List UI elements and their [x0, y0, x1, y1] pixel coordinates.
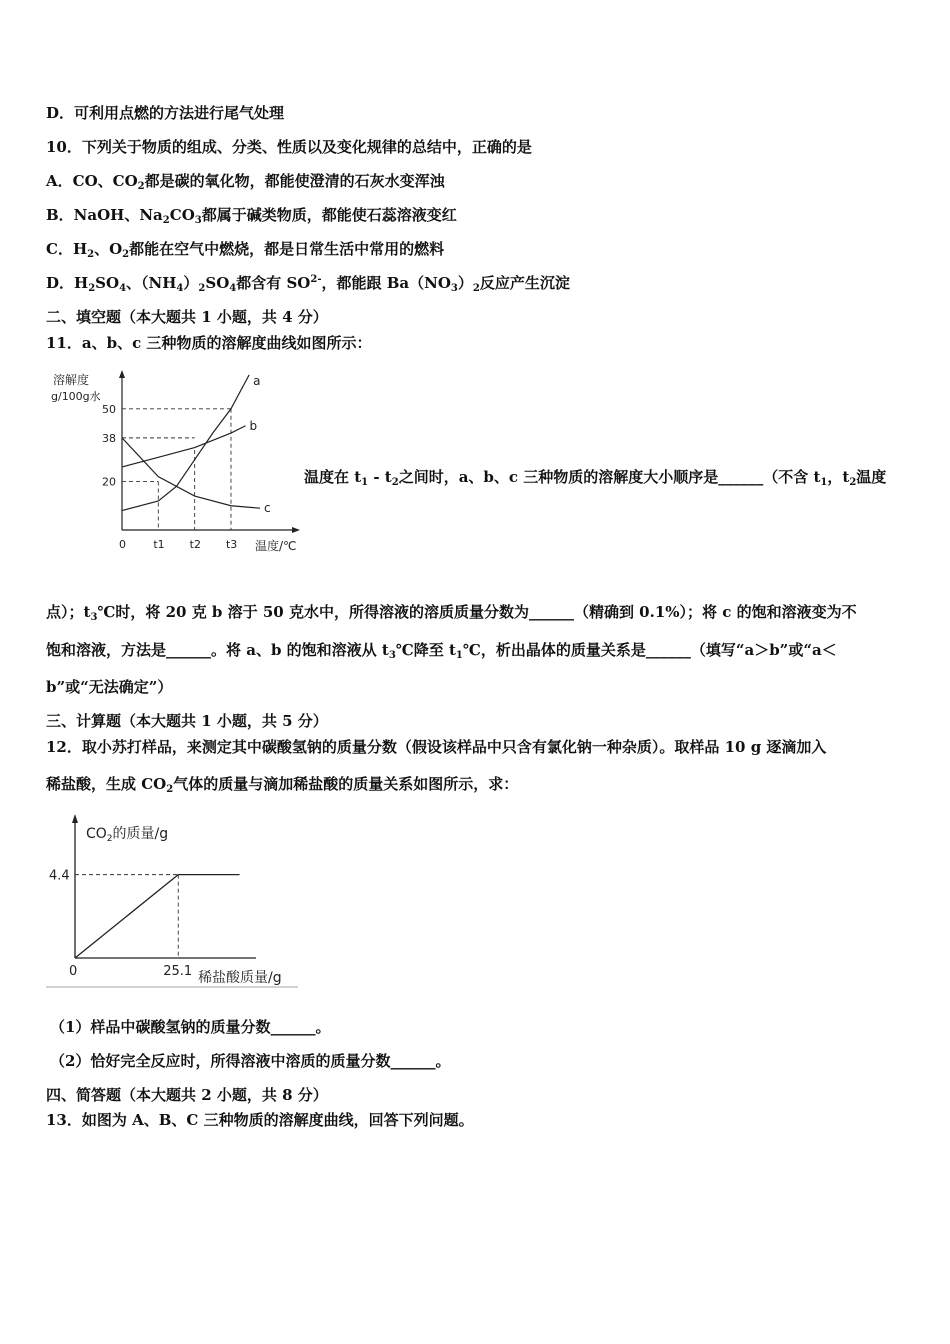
chart1-xtick-t2: t2 [189, 538, 201, 551]
chart2-y-arrow [72, 814, 78, 823]
q11-line-4: b”或“无法确定”） [46, 678, 173, 696]
chart1-ylabel-2: g/100g水 [51, 390, 101, 403]
q10-option-b: B．NaOH、$Na_2CO_3$都属于碱类物质，都能使石蕊溶液变红 [46, 206, 457, 226]
section-4-title: 四、简答题（本大题共 2 小题，共 8 分） [46, 1086, 328, 1104]
chart2-origin: 0 [69, 964, 78, 979]
chart1-ytick-38: 38 [102, 431, 116, 445]
chart2-ylabel: $CO_2$的质量/g [86, 826, 169, 844]
chart1-ylabel-1: 溶解度 [53, 373, 90, 387]
chart1-ytick-50: 50 [102, 402, 116, 416]
q12-line-1: 12．取小苏打样品，来测定其中碳酸氢钠的质量分数（假设该样品中只含有氯化钠一种杂质）。取样品 10 g 逐滴加入 [46, 738, 827, 756]
q10-option-d: D．$H_2SO_4$、$(NH_4)_2SO_4$都含有 $SO^{2-}$，都能跟 $Ba(NO_3)_2$反应产生沉淀 [46, 274, 570, 294]
chart1-axes [119, 370, 300, 533]
chart1-series-label-c: c [264, 501, 271, 516]
chart1-y-arrow [119, 370, 125, 378]
q12-line-2: 稀盐酸，生成 $CO_2$气体的质量与滴加稀盐酸的质量关系如图所示，求： [46, 775, 519, 795]
chart2-axes [46, 814, 298, 987]
co2-chart [46, 810, 306, 990]
section-3-title: 三、计算题（本大题共 1 小题，共 5 分） [46, 712, 328, 730]
chart1-series-label-a: a [253, 373, 261, 388]
chart2-line [75, 875, 240, 958]
chart1-ytick-20: 20 [102, 475, 116, 489]
chart1-series-label-b: b [249, 418, 258, 433]
chart2-xtick-25.1: 25.1 [163, 964, 193, 979]
chart2-ytick-4.4: 4.4 [49, 868, 70, 884]
chart1-curve-a [122, 375, 249, 511]
q11-stem: 11．a、b、c 三种物质的溶解度曲线如图所示： [46, 334, 372, 352]
chart1-guides [122, 409, 231, 530]
q12-part-2: （2）恰好完全反应时，所得溶液中溶质的质量分数______。 [50, 1052, 451, 1070]
chart1-series [122, 374, 271, 515]
q11-line-2: 点）；$t_3℃$时，将 20 克 b 溶于 50 克水中，所得溶液的溶质质量分数为______（精确到 0.1%）；将 c 的饱和溶液变为不 [46, 603, 857, 623]
chart1-xlabel: 温度/℃ [255, 539, 297, 553]
q12-part-1: （1）样品中碳酸氢钠的质量分数______。 [50, 1018, 331, 1036]
chart1-curve-b [122, 426, 246, 467]
chart2-xlabel: 稀盐酸质量/g [198, 970, 282, 986]
chart1-x-arrow [292, 527, 300, 533]
solubility-chart [46, 362, 308, 562]
section-2-title: 二、填空题（本大题共 1 小题，共 4 分） [46, 308, 328, 326]
chart1-xtick-t1: t1 [153, 538, 165, 551]
chart2-labels [49, 869, 192, 979]
q11-side-text: 温度在 $t_1 - t_2$之间时，a、b、c 三种物质的溶解度大小顺序是______（不含 $t_1$，$t_2$温度 [304, 468, 887, 488]
q10-option-c: C．$H_2$、$O_2$都能在空气中燃烧，都是日常生活中常用的燃料 [46, 240, 445, 260]
chart1-xtick-t3: t3 [225, 538, 238, 551]
chart1-origin: 0 [119, 538, 126, 551]
q10-stem: 10．下列关于物质的组成、分类、性质以及变化规律的总结中，正确的是 [46, 138, 532, 156]
q11-line-3: 饱和溶液，方法是______。将 a、b 的饱和溶液从 $t_3℃$降至 $t_1℃$，析出晶体的质量关系是______（填写“a＞b”或“a＜ [46, 641, 837, 661]
q10-option-a: A．CO、$CO_2$都是碳的氧化物，都能使澄清的石灰水变浑浊 [46, 172, 445, 192]
q13-stem: 13．如图为 A、B、C 三种物质的溶解度曲线，回答下列问题。 [46, 1111, 474, 1129]
q9-option-d: D．可利用点燃的方法进行尾气处理 [46, 104, 285, 122]
chart2-series [75, 875, 240, 958]
